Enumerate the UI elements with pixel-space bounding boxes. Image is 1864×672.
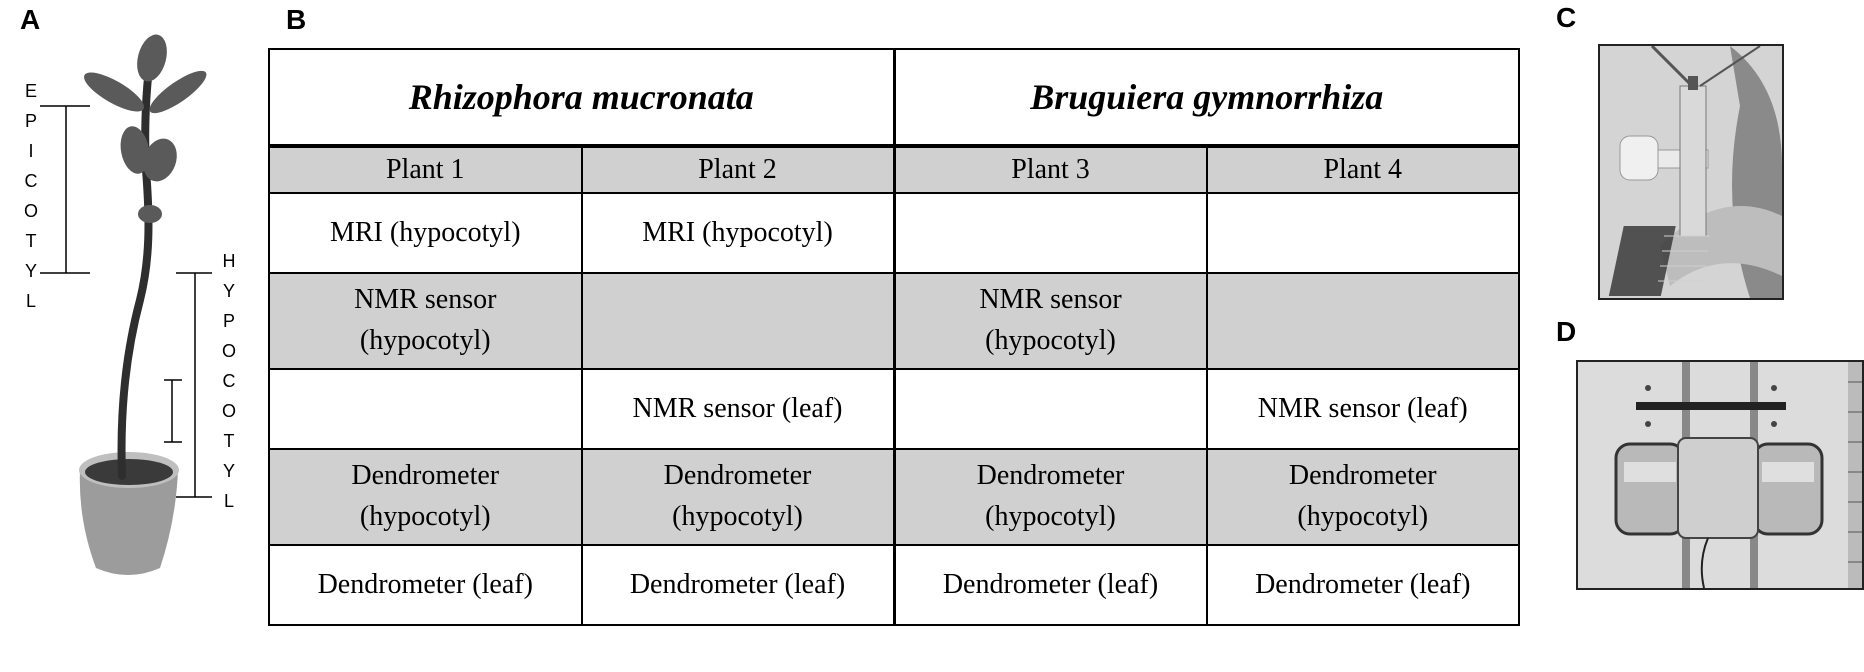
hypocotyl-bracket bbox=[176, 273, 212, 497]
table-row bbox=[269, 193, 1519, 273]
panel-label-c: C bbox=[1556, 2, 1577, 33]
label-letter: L bbox=[26, 291, 37, 311]
table-cell bbox=[1207, 369, 1520, 449]
cell-text: (hypocotyl) bbox=[359, 325, 491, 356]
table-row bbox=[269, 545, 1519, 625]
panel-label-d: D bbox=[1556, 316, 1577, 347]
cell-text: Dendrometer bbox=[1288, 460, 1437, 492]
table-cell bbox=[894, 273, 1207, 369]
cell-text: MRI (hypocotyl) bbox=[642, 216, 833, 248]
cell-text: Dendrometer (leaf) bbox=[942, 568, 1159, 600]
cell-text: MRI (hypocotyl) bbox=[329, 216, 521, 248]
species-header: Rhizophora mucronata bbox=[269, 49, 894, 146]
cell-text: Dendrometer (leaf) bbox=[1255, 568, 1471, 600]
epicotyl-bracket bbox=[40, 106, 90, 273]
species-header: Bruguiera gymnorrhiza bbox=[894, 49, 1519, 146]
label-letter: T bbox=[25, 231, 37, 251]
cell-text: NMR sensor bbox=[354, 284, 497, 316]
label-letter: O bbox=[24, 201, 39, 221]
plant-header: Plant 4 bbox=[1207, 146, 1520, 193]
nmr-sensor-photo bbox=[1598, 44, 1784, 300]
label-letter: C bbox=[24, 171, 38, 191]
table-cell bbox=[269, 273, 582, 369]
cell-text: Dendrometer bbox=[351, 460, 500, 492]
table-cell bbox=[894, 369, 1207, 449]
cell-text: NMR sensor (leaf) bbox=[1257, 392, 1468, 424]
table-row bbox=[269, 369, 1519, 449]
table-cell bbox=[582, 369, 895, 449]
label-letter: O bbox=[222, 401, 237, 421]
cell-text: (hypocotyl) bbox=[359, 501, 491, 532]
table-cell bbox=[269, 449, 582, 545]
nmr-sensor-image bbox=[1600, 46, 1782, 298]
label-letter: Y bbox=[223, 461, 236, 481]
panel-label-b: B bbox=[286, 4, 307, 35]
label-letter: Y bbox=[223, 281, 236, 301]
seedling-photo bbox=[0, 0, 260, 672]
plant-header: Plant 3 bbox=[894, 146, 1207, 193]
label-letter: P bbox=[223, 311, 236, 331]
cell-text: (hypocotyl) bbox=[1297, 501, 1429, 532]
table-cell bbox=[269, 369, 582, 449]
label-letter: L bbox=[224, 491, 235, 511]
plant-header: Plant 2 bbox=[582, 146, 895, 193]
table-cell bbox=[894, 193, 1207, 273]
label-letter: I bbox=[28, 141, 34, 161]
label-letter: O bbox=[222, 341, 237, 361]
cell-text: NMR sensor (leaf) bbox=[632, 392, 843, 424]
table-cell bbox=[1207, 273, 1520, 369]
cell-text: (hypocotyl) bbox=[672, 501, 803, 532]
table-cell bbox=[894, 449, 1207, 545]
table-cell bbox=[1207, 193, 1520, 273]
table-cell bbox=[582, 545, 895, 625]
label-letter: C bbox=[222, 371, 236, 391]
seedling-figure bbox=[0, 0, 260, 672]
label-letter: P bbox=[25, 111, 38, 131]
label-letter: H bbox=[222, 251, 236, 271]
plants-row bbox=[269, 146, 1519, 193]
cell-text: NMR sensor bbox=[979, 284, 1122, 316]
table-cell bbox=[582, 449, 895, 545]
table-cell bbox=[582, 273, 895, 369]
dendrometer-image bbox=[1578, 362, 1862, 588]
panel-label-a: A bbox=[20, 4, 41, 35]
label-letter: E bbox=[25, 81, 38, 101]
table-row bbox=[269, 273, 1519, 369]
cell-text: Dendrometer (leaf) bbox=[629, 568, 846, 600]
cell-text: (hypocotyl) bbox=[985, 325, 1116, 356]
table-cell bbox=[1207, 449, 1520, 545]
table-cell bbox=[582, 193, 895, 273]
table-cell bbox=[1207, 545, 1520, 625]
measurement-bracket bbox=[164, 380, 182, 442]
table-row bbox=[269, 449, 1519, 545]
plant-header: Plant 1 bbox=[269, 146, 582, 193]
experiment-table bbox=[268, 48, 1520, 626]
cell-text: Dendrometer bbox=[976, 460, 1125, 492]
cell-text: (hypocotyl) bbox=[985, 501, 1116, 532]
table-cell bbox=[894, 545, 1207, 625]
table-cell bbox=[269, 193, 582, 273]
label-letter: T bbox=[223, 431, 235, 451]
cell-text: Dendrometer bbox=[663, 460, 812, 492]
cell-text: Dendrometer (leaf) bbox=[317, 568, 533, 600]
species-row bbox=[269, 49, 1519, 146]
dendrometer-photo bbox=[1576, 360, 1864, 590]
table-cell bbox=[269, 545, 582, 625]
label-letter: Y bbox=[25, 261, 38, 281]
